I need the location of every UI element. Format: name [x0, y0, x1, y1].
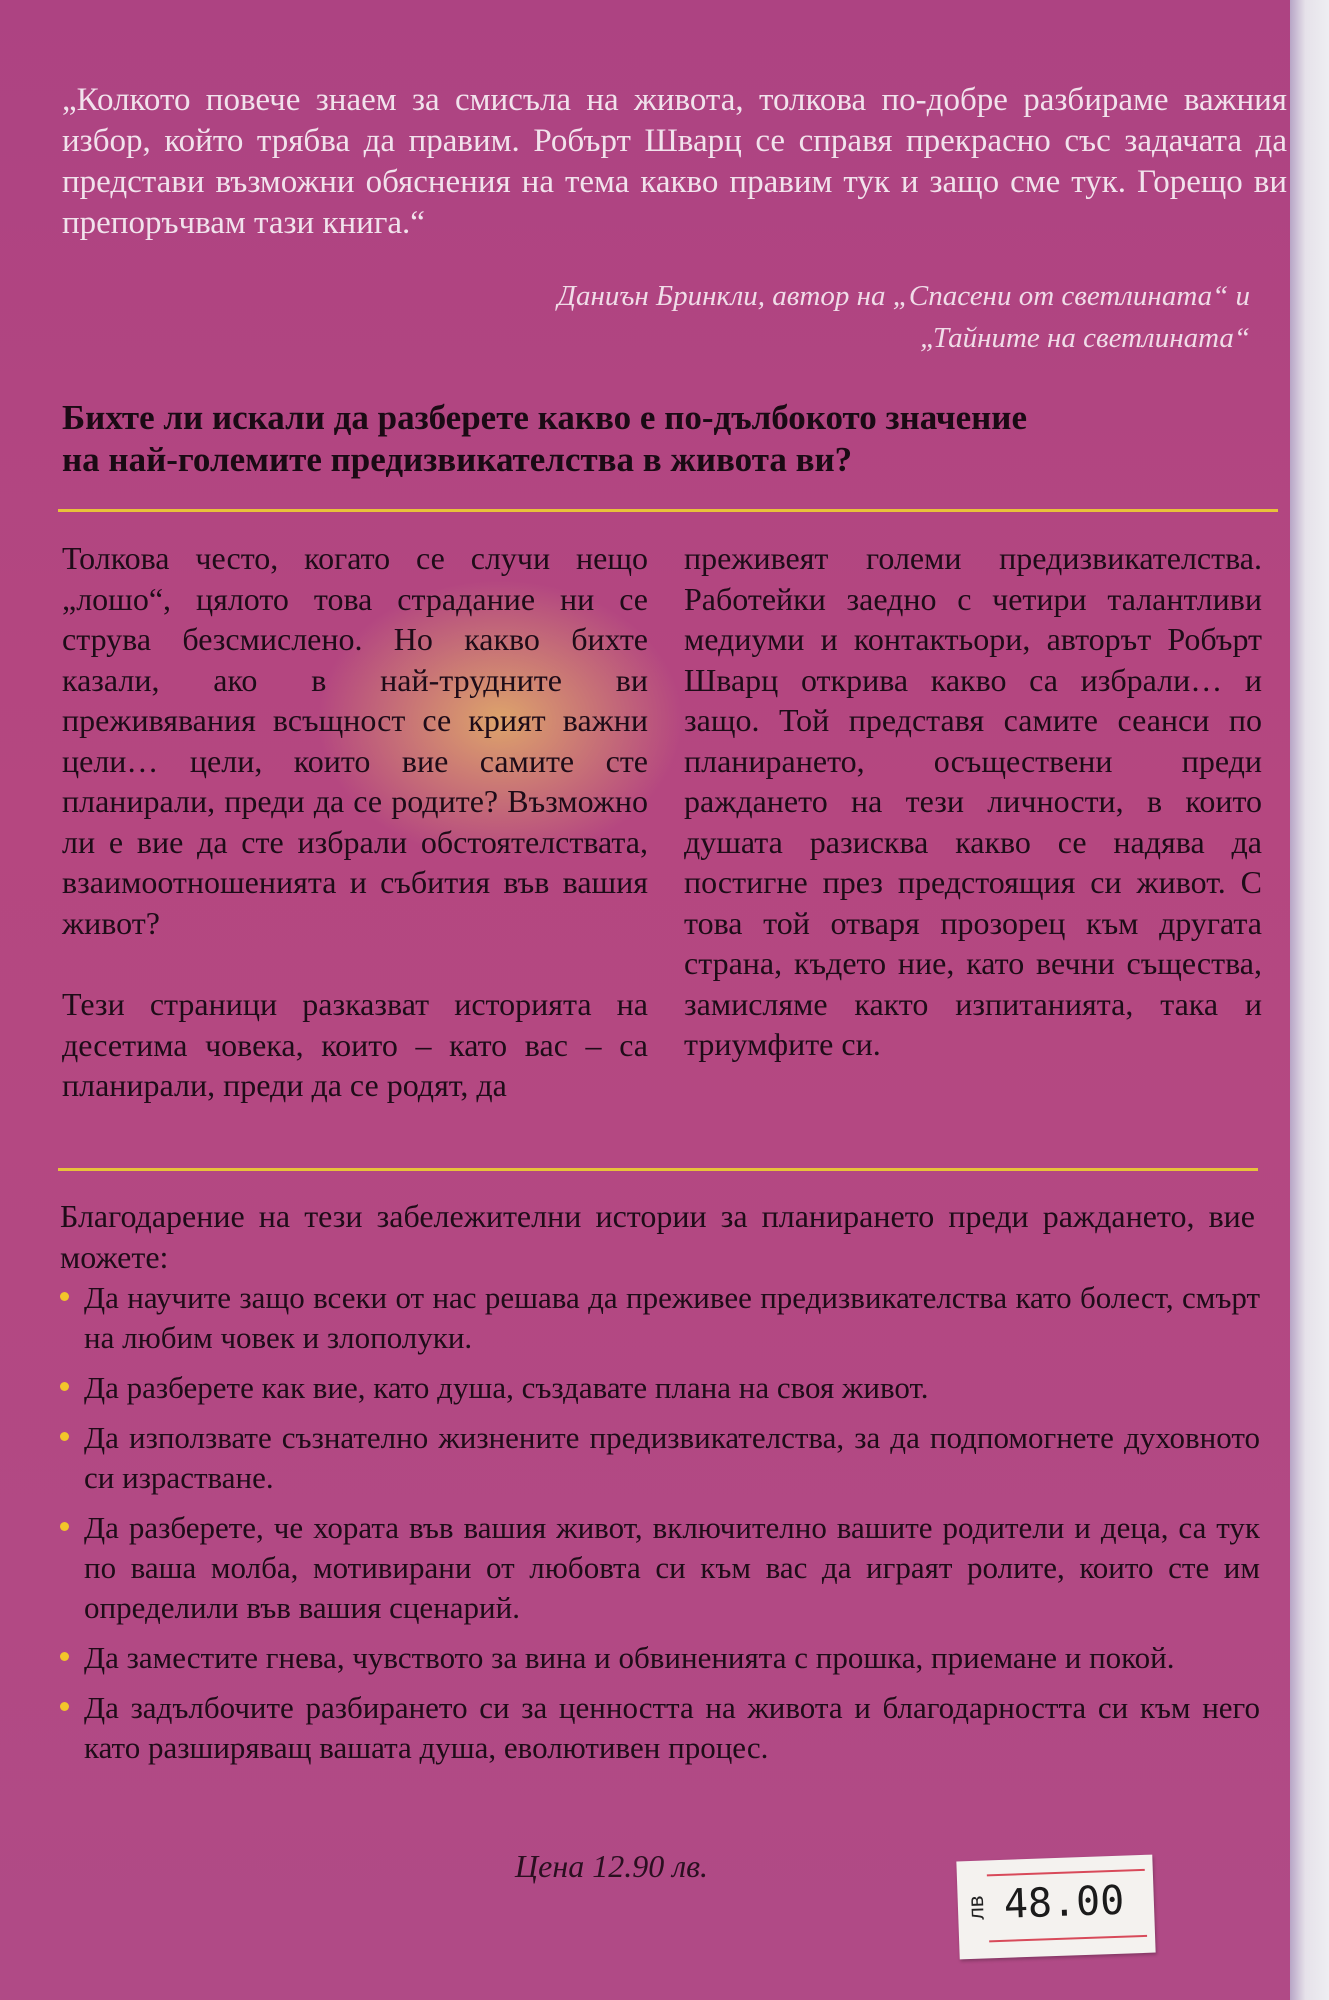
sticker-amount: 48.00 [1003, 1877, 1126, 1928]
benefits-intro: Благодарение на тези забележителни истории за планирането преди раждането, вие можете: [60, 1198, 1255, 1275]
divider-bottom [58, 1168, 1258, 1171]
benefit-text: Да разберете, че хората във вашия живот, включително вашите родители и деца, са тук по ваша молба, мотивирани от любовта си към вас да играят ролите, които сте им определили във вашия сценарий. [84, 1510, 1260, 1625]
bullet-icon [60, 1522, 69, 1531]
benefit-text: Да научите защо всеки от нас решава да преживее предизвикателства като болест, смърт на любим човек и злополуки. [84, 1280, 1260, 1355]
description-right-column [684, 538, 1262, 1065]
headline-line-2: на най-големите предизвикателства в живота ви? [62, 440, 853, 479]
bullet-icon [60, 1702, 69, 1711]
divider-top [58, 509, 1278, 512]
headline [62, 397, 1262, 481]
printed-price: Цена 12.90 лв. [515, 1848, 709, 1884]
description-left-column [62, 538, 648, 1106]
list-item [60, 1368, 1260, 1408]
list-item [60, 1278, 1260, 1358]
list-item [60, 1688, 1260, 1768]
benefit-text: Да разберете как вие, като душа, създавате плана на своя живот. [84, 1370, 929, 1405]
benefit-text: Да заместите гнева, чувството за вина и обвиненията с прошка, приемане и покой. [84, 1640, 1175, 1675]
bullet-icon [60, 1292, 69, 1301]
list-item [60, 1418, 1260, 1498]
endorsement-quote: „Колкото повече знаем за смисъла на живота, толкова по-добре разбираме важния избор, който трябва да правим. Робърт Шварц се справя прекрасно със задачата да представи възможни обяснения на тема какво правим тук и защо сме тук. Горещо ви препоръчвам тази книга.“ [62, 82, 1287, 241]
sticker-currency: лв [962, 1895, 989, 1921]
list-item [60, 1638, 1260, 1678]
quote-attribution [350, 275, 1250, 359]
list-item [60, 1508, 1260, 1628]
bullet-icon [60, 1382, 69, 1391]
benefits-list [60, 1278, 1260, 1778]
bullet-icon [60, 1432, 69, 1441]
benefit-text: Да използвате съзнателно жизнените предизвикателства, за да подпомогнете духовното си израстване. [84, 1420, 1260, 1495]
description-paragraph-1: Толкова често, когато се случи нещо „лошо“, цялото това страдание ни се струва безсмислено. Но какво бихте казали, ако в най-трудните ви преживявания всъщност се крият важни цели… цели, които вие самите сте планирали, преди да се родите? Възможно ли е вие да сте избрали обстоятелствата, взаимоотношенията и събития във вашия живот? [62, 540, 648, 941]
benefit-text: Да задълбочите разбирането си за ценността на живота и благодарността си към него като разширяващ вашата душа, еволютивен процес. [84, 1690, 1260, 1765]
sticker-line-bottom [989, 1935, 1147, 1943]
page-edge [1290, 0, 1329, 2000]
price-sticker [956, 1855, 1155, 1960]
attribution-line-1: Даниън Бринкли, автор на „Спасени от светлината“ и [557, 280, 1250, 312]
description-paragraph-3: преживеят големи предизвикателства. Работейки заедно с четири талантливи медиуми и контактьори, авторът Робърт Шварц открива какво са избрали… и защо. Той представя самите сеанси по планирането, осъществени преди раждането на тези личности, в които душата разисква какво се надява да постигне през предстоящия си живот. С това той отваря прозорец към другата страна, където ние, като вечни същества, замисляме както изпитанията, така и триумфите си. [684, 540, 1262, 1062]
sticker-line-top [987, 1869, 1145, 1877]
headline-line-1: Бихте ли искали да разберете какво е по-дълбокото значение [62, 398, 1027, 437]
description-paragraph-2: Тези страници разказват историята на десетима човека, които – като вас – са планирали, преди да се родят, да [62, 986, 648, 1103]
attribution-line-2: „Тайните на светлината“ [920, 322, 1250, 354]
bullet-icon [60, 1652, 69, 1661]
